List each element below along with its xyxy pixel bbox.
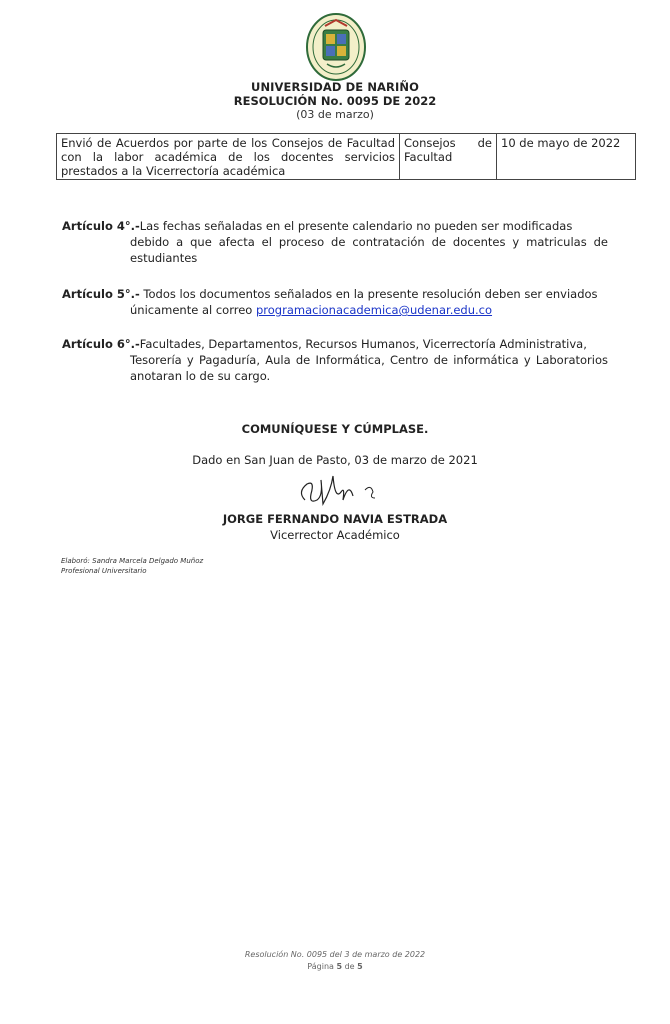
article-6-label: Artículo 6°.- bbox=[62, 337, 140, 351]
page-word: Página bbox=[307, 962, 334, 971]
signer-role: Vicerrector Académico bbox=[270, 528, 400, 542]
resolution-date: (03 de marzo) bbox=[296, 108, 374, 121]
prepared-by-role: Profesional Universitario bbox=[61, 567, 147, 575]
article-4-first-line: Las fechas señaladas en el presente calendario no pueden ser modificadas bbox=[139, 219, 573, 233]
issued-place-date: Dado en San Juan de Pasto, 03 de marzo de 2021 bbox=[192, 453, 478, 467]
footer-page-number bbox=[0, 962, 670, 971]
signer-name: JORGE FERNANDO NAVIA ESTRADA bbox=[222, 512, 448, 526]
email-link[interactable]: programacionacademica@udenar.edu.co bbox=[255, 303, 493, 317]
article-4-body: debido a que afecta el proceso de contratación de docentes y matriculas de estudiantes bbox=[130, 235, 608, 265]
article-6-body: Tesorería y Pagaduría, Aula de Informática, Centro de informática y Laboratorios anotaran lo de su cargo. bbox=[130, 353, 608, 383]
table-row bbox=[57, 134, 636, 180]
article-4-label: Artículo 4°.- bbox=[62, 219, 140, 233]
page-current: 5 bbox=[336, 962, 343, 971]
calendar-table bbox=[56, 133, 636, 180]
signature-icon bbox=[287, 470, 397, 510]
university-name: UNIVERSIDAD DE NARIÑO bbox=[251, 80, 419, 94]
article-6 bbox=[62, 336, 608, 384]
responsible-word-1: Consejos bbox=[404, 136, 456, 150]
article-4 bbox=[62, 218, 608, 266]
activity-cell: Envió de Acuerdos por parte de los Consejos de Facultad con la labor académica de los docentes servicios prestados a la Vicerrectoría académica bbox=[57, 134, 400, 180]
responsible-word-2: de bbox=[477, 136, 492, 150]
deadline-cell: 10 de mayo de 2022 bbox=[497, 134, 636, 180]
article-5 bbox=[62, 286, 608, 318]
page-of: de bbox=[344, 962, 355, 971]
article-5-first-line: Todos los documentos señalados en la presente resolución deben ser enviados bbox=[139, 287, 598, 301]
prepared-by-name: Elaboró: Sandra Marcela Delgado Muñoz bbox=[61, 557, 204, 565]
article-6-first-line: Facultades, Departamentos, Recursos Humanos, Vicerrectoría Administrativa, bbox=[139, 337, 587, 351]
page-total: 5 bbox=[357, 962, 363, 971]
prepared-by bbox=[61, 556, 203, 576]
article-5-body: únicamente al correo bbox=[130, 303, 256, 317]
article-5-label: Artículo 5°.- bbox=[62, 287, 140, 301]
responsible-cell bbox=[400, 134, 497, 180]
resolution-number: RESOLUCIÓN No. 0095 DE 2022 bbox=[233, 94, 437, 108]
responsible-word-3: Facultad bbox=[404, 150, 453, 164]
comuniquese-heading: COMUNÍQUESE Y CÚMPLASE. bbox=[241, 422, 429, 436]
university-seal-icon bbox=[305, 12, 367, 82]
footer-resolution-ref: Resolución No. 0095 del 3 de marzo de 2022 bbox=[244, 950, 426, 959]
